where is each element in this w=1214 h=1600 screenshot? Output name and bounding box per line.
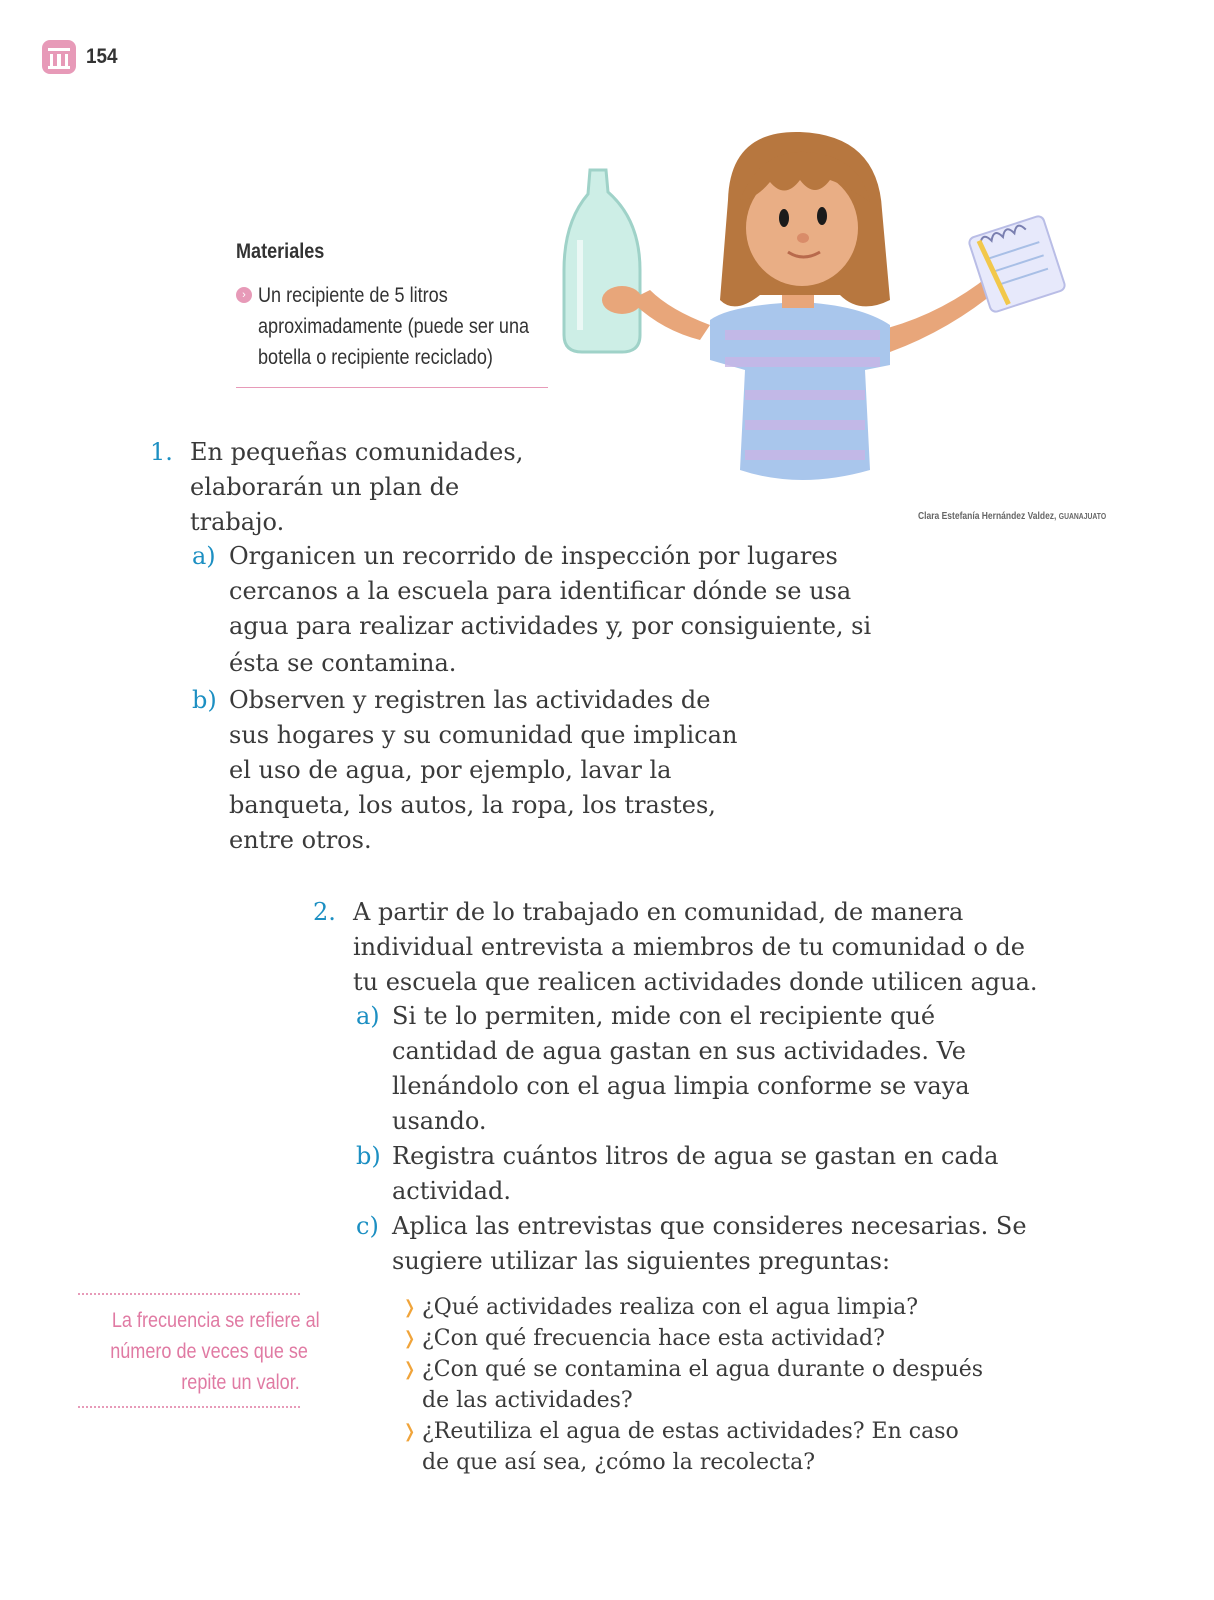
chevron-right-icon: › bbox=[236, 287, 252, 303]
activity-1a: a) Organicen un recorrido de inspección por lugares cercanos a la escuela para identificar dónde se usa agua para realizar actividades y, por consiguiente, si ésta se contamina. bbox=[192, 539, 892, 681]
activity-1b: b) Observen y registren las actividades de sus hogares y su comunidad que implican el uso de agua, por ejemplo, lavar la banqueta, los autos, la ropa, los trastes, entre otros. bbox=[192, 683, 892, 858]
chevron-right-icon: ❭ bbox=[402, 1359, 418, 1380]
chevron-right-icon: ❭ bbox=[402, 1421, 418, 1442]
shirt-icon bbox=[710, 302, 890, 480]
activity-1a-text: Organicen un recorrido de inspección por lugares cercanos a la escuela para identificar dónde se usa agua para realizar actividades y, por consiguiente, si ésta se contamina. bbox=[229, 542, 872, 677]
list-item: ❭ ¿Reutiliza el agua de estas actividades? En caso de que así sea, ¿cómo la recolecta? bbox=[402, 1416, 983, 1478]
activity-2-number: 2. bbox=[313, 898, 336, 926]
activity-2b: b) Registra cuántos litros de agua se gastan en cada actividad. bbox=[356, 1139, 1056, 1209]
codex-logo-icon bbox=[42, 40, 76, 74]
page-number: 154 bbox=[86, 45, 118, 68]
interview-questions bbox=[402, 1292, 983, 1478]
bottle-icon bbox=[564, 170, 640, 352]
activity-2 bbox=[313, 895, 336, 930]
materials-title: Materiales bbox=[236, 240, 325, 263]
activity-2c: c) Aplica las entrevistas que consideres necesarias. Se sugiere utilizar las siguientes preguntas: bbox=[356, 1209, 1056, 1279]
materials-item bbox=[236, 280, 548, 373]
activity-2-text: A partir de lo trabajado en comunidad, de manera individual entrevista a miembros de tu comunidad o de tu escuela que realicen actividades donde utilicen agua. bbox=[353, 898, 1038, 996]
materials-item-text: Un recipiente de 5 litros aproximadamente (puede ser una botella o recipiente reciclado) bbox=[258, 284, 530, 369]
activity-1 bbox=[150, 435, 173, 470]
page-header bbox=[42, 40, 121, 74]
list-item: ❭ ¿Con qué frecuencia hace esta actividad? bbox=[402, 1323, 983, 1354]
activity-2c-text: Aplica las entrevistas que consideres necesarias. Se sugiere utilizar las siguientes preguntas: bbox=[392, 1212, 1027, 1275]
materials-divider bbox=[236, 387, 548, 388]
list-item: ❭ ¿Con qué se contamina el agua durante o después de las actividades? bbox=[402, 1354, 983, 1416]
girl-illustration bbox=[560, 130, 1100, 510]
activity-2b-text: Registra cuántos litros de agua se gastan en cada actividad. bbox=[392, 1142, 999, 1205]
chevron-right-icon: ❭ bbox=[402, 1328, 418, 1349]
activity-1-text: En pequeñas comunidades, elaborarán un plan de trabajo. bbox=[190, 438, 524, 536]
activity-2a: a) Si te lo permiten, mide con el recipiente qué cantidad de agua gastan en sus actividades. Ve llenándolo con el agua limpia conforme se vaya usando. bbox=[356, 999, 1056, 1139]
chevron-right-icon: ❭ bbox=[402, 1297, 418, 1318]
list-item: ❭ ¿Qué actividades realiza con el agua limpia? bbox=[402, 1292, 983, 1323]
activity-2a-text: Si te lo permiten, mide con el recipiente qué cantidad de agua gastan en sus actividades. Ve llenándolo con el agua limpia conforme se vaya usando. bbox=[392, 1002, 970, 1135]
sidenote-definition: La frecuencia se refiere al número de veces que se repite un valor. bbox=[78, 1293, 300, 1408]
illustration-credit: Clara Estefanía Hernández Valdez, GUANAJUATO bbox=[918, 511, 1107, 522]
materials-box bbox=[236, 240, 548, 388]
activity-1b-text: Observen y registren las actividades de sus hogares y su comunidad que implican el uso de agua, por ejemplo, lavar la banqueta, los autos, la ropa, los trastes, entre otros. bbox=[229, 686, 738, 854]
activity-1-number: 1. bbox=[150, 438, 173, 466]
